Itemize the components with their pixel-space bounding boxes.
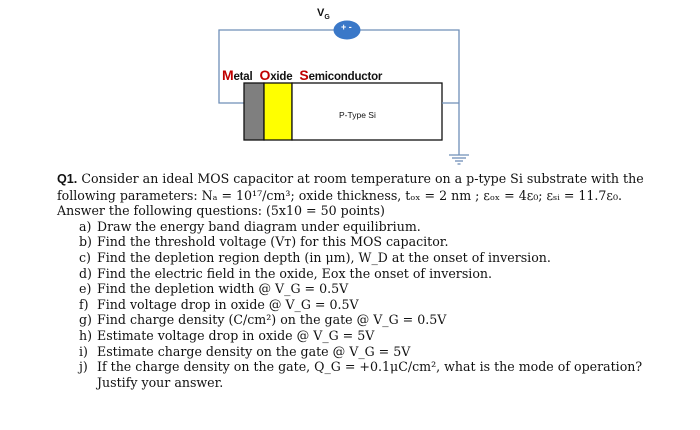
metal-gate (244, 83, 264, 140)
list-item: f) Find voltage drop in oxide @ V_G = 0.5V (79, 296, 359, 312)
subquestion-list (57, 219, 657, 391)
list-item: a) Draw the energy band diagram under equilibrium. (79, 218, 421, 234)
question-stem (57, 171, 657, 219)
list-item: j) If the charge density on the gate, Q_G = +0.1μC/cm², what is the mode of operation? Justify your answer. (79, 359, 643, 390)
ground-icon (449, 155, 469, 164)
question-number: Q1. (57, 172, 78, 186)
mos-title: Metal Oxide Semiconductor (222, 67, 383, 83)
gate-voltage-label: $V_G$ (317, 7, 330, 22)
list-item: b) Find the threshold voltage (Vт) for this MOS capacitor. (79, 234, 449, 250)
substrate-label: P-Type Si (339, 110, 376, 120)
list-item: h) Estimate voltage drop in oxide @ V_G = 5V (79, 327, 375, 343)
question-block (57, 171, 657, 390)
list-item: i) Estimate charge density on the gate @ V_G = 5V (79, 343, 411, 359)
list-item: d) Find the electric field in the oxide, Eox the onset of inversion. (79, 265, 493, 281)
battery-polarity-label: + - (341, 22, 352, 32)
list-item: e) Find the depletion width @ V_G = 0.5V (79, 281, 349, 297)
list-item: g) Find charge density (C/cm²) on the gate @ V_G = 0.5V (79, 312, 447, 328)
oxide-layer (264, 83, 292, 140)
list-item: c) Find the depletion region depth (in μm), W_D at the onset of inversion. (79, 249, 551, 265)
question-stem-text: Consider an ideal MOS capacitor at room temperature on a p-type Si substrate with the following parameters: Nₐ = 10¹⁷/cm³; oxide thickness, tₒₓ = 2 nm ; εₒₓ = 4ε₀; εₛᵢ = 11.7ε₀. Answer the following questions: (5x10 = 50 points) (57, 171, 644, 219)
